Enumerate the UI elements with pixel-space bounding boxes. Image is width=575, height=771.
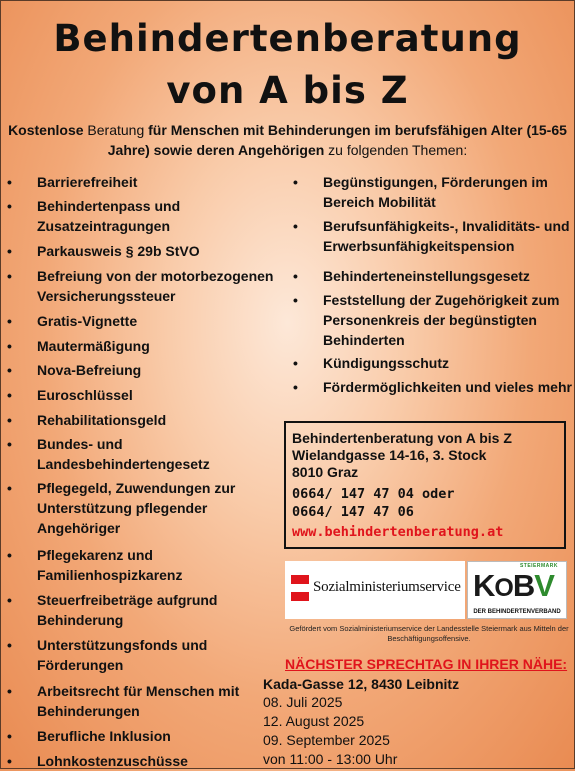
kobv-logo [467, 561, 567, 619]
session-date: 08. Juli 2025 [263, 694, 343, 710]
topic-item: • Fördermöglichkeiten und vieles mehr [323, 377, 573, 397]
topic-item: • Begünstigungen, Förderungen im Bereich Mobilität [323, 172, 573, 212]
topic-item: • Gratis-Vignette [37, 311, 292, 331]
topic-item: • Parkausweis § 29b StVO [37, 241, 292, 261]
kobv-subtitle: DER BEHINDERTENVERBAND [473, 609, 561, 615]
intro-text [6, 120, 569, 160]
topic-item: • Berufsunfähigkeits-, Invaliditäts- und Erwerbsunfähigkeitspension [323, 216, 573, 256]
topic-item: • Bundes- und Landesbehindertengesetz [37, 434, 292, 474]
topic-item: • Rehabilitationsgeld [37, 410, 292, 430]
sozial-logo-text: Sozialministeriumservice [313, 579, 461, 595]
topic-item: • Behindertenpass und Zusatzeintragungen [37, 196, 292, 236]
contact-city: 8010 Graz [292, 464, 359, 480]
funding-note: Gefördert vom Sozialministeriumservice der Landesstelle Steiermark aus Mitteln der Beschäftigungsoffensive. [289, 624, 569, 643]
intro-target-group: für Menschen mit Behinderungen im berufsfähigen Alter (15-65 Jahre) sowie deren Angehörigen [107, 122, 567, 158]
contact-org: Behindertenberatung von A bis Z [292, 430, 512, 446]
topic-item: • Feststellung der Zugehörigkeit zum Personenkreis der begünstigten Behinderten [323, 290, 573, 350]
contact-street: Wielandgasse 14-16, 3. Stock [292, 447, 487, 463]
topic-item: • Lohnkostenzuschüsse [37, 751, 292, 771]
topic-item: • Befreiung von der motorbezogenen Versicherungssteuer [37, 266, 292, 306]
intro-themen: zu folgenden Themen: [324, 142, 468, 158]
intro-kostenlose: Kostenlose [8, 122, 84, 138]
session-date: 09. September 2025 [263, 732, 390, 748]
session-date: von 11:00 - 13:00 Uhr [263, 751, 398, 767]
next-session-heading: NÄCHSTER SPRECHTAG IN IHRER NÄHE: [285, 656, 568, 672]
topic-item: • Euroschlüssel [37, 385, 292, 405]
contact-phone-2: 0664/ 147 47 06 [292, 504, 414, 520]
kobv-region: STEIERMARK [519, 563, 558, 569]
topic-item: • Unterstützungsfonds und Förderungen [37, 635, 292, 675]
intro-beratung: Beratung [83, 122, 149, 138]
topic-item: • Barrierefreiheit [37, 172, 292, 192]
topic-item: • Nova-Befreiung [37, 360, 292, 380]
sozialministeriumservice-logo [285, 561, 465, 619]
next-session-location: Kada-Gasse 12, 8430 Leibnitz [263, 676, 460, 692]
contact-box [284, 421, 566, 549]
website-link[interactable]: www.behindertenberatung.at [292, 524, 504, 540]
topic-item: • Steuerfreibeträge aufgrund Behinderung [37, 590, 292, 630]
kobv-wordmark: KOBV [473, 568, 554, 603]
page-title-line-1: Behindertenberatung [53, 17, 522, 60]
topic-item: • Pflegegeld, Zuwendungen zur Unterstützung pflegender Angehöriger [37, 478, 292, 538]
topic-item: • Arbeitsrecht für Menschen mit Behinderungen [37, 681, 292, 721]
austria-flag-icon [291, 575, 309, 601]
topic-item: • Pflegekarenz und Familienhospizkarenz [37, 545, 292, 585]
contact-phone-1: 0664/ 147 47 04 oder [292, 486, 455, 502]
topic-item: • Mautermäßigung [37, 336, 292, 356]
page-title-line-2: von A bis Z [166, 69, 409, 112]
session-date: 12. August 2025 [263, 713, 365, 729]
topic-item: • Behinderteneinstellungsgesetz [323, 266, 573, 286]
next-session-dates [263, 693, 397, 769]
topic-item: • Kündigungsschutz [323, 353, 573, 373]
topic-item: • Berufliche Inklusion [37, 726, 292, 746]
